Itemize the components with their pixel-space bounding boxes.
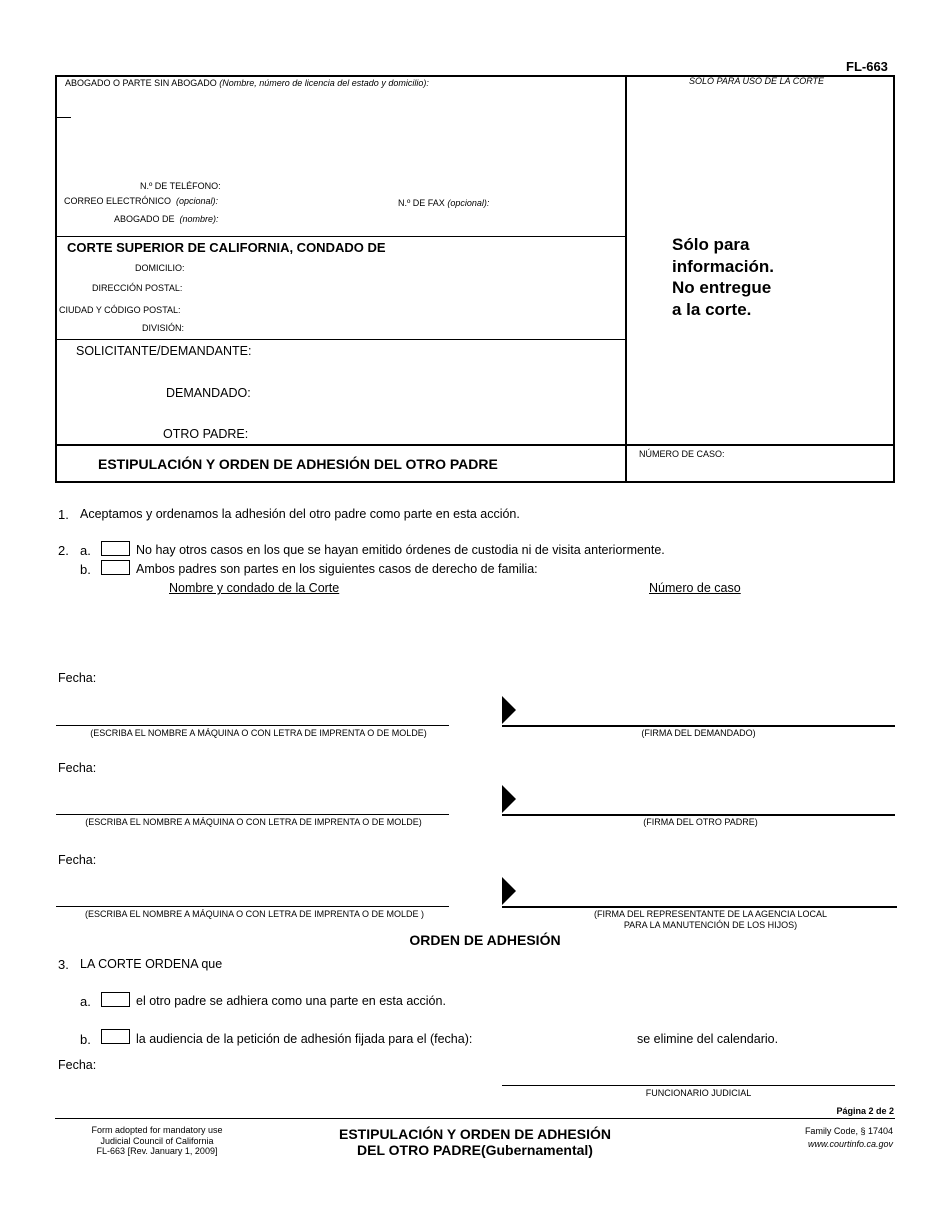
item2b-letter: b. — [80, 562, 91, 577]
footer-adopted: Form adopted for mandatory use Judicial Council of California FL-663 [Rev. January 1, 2009] — [91, 1125, 223, 1156]
header-bottom-border — [55, 481, 895, 483]
other-parent-label: OTRO PADRE: — [163, 427, 249, 441]
item2b-text: Ambos padres son partes en los siguientes casos de derecho de familia: — [136, 562, 538, 576]
attorney-for-label: ABOGADO DE (nombre): — [114, 214, 219, 224]
name-line-2[interactable] — [56, 814, 449, 815]
item2a-letter: a. — [80, 543, 91, 558]
page-number: Página 2 de 2 — [836, 1106, 894, 1116]
item2a-text: No hay otros casos en los que se hayan emitido órdenes de custodia ni de visita anteriormente. — [136, 543, 665, 557]
case-number-label: NÚMERO DE CASO: — [639, 449, 725, 459]
street-label: DOMICILIO: — [135, 263, 185, 273]
order-b-text: la audiencia de la petición de adhesión fijada para el (fecha): — [136, 1032, 473, 1046]
date-label-1: Fecha: — [58, 671, 97, 685]
petitioner-label: SOLICITANTE/DEMANDANTE: — [76, 344, 252, 358]
signature-line-other-parent[interactable] — [502, 814, 895, 816]
name-line-1[interactable] — [56, 725, 449, 726]
signature-line-agency[interactable] — [502, 906, 897, 908]
sig-agency-caption: (FIRMA DEL REPRESENTANTE DE LA AGENCIA LOCAL PARA LA MANUTENCIÓN DE LOS HIJOS) — [593, 909, 828, 930]
column-court-header: Nombre y condado de la Corte — [169, 581, 340, 595]
email-label: CORREO ELECTRÓNICO (opcional): — [64, 196, 219, 206]
signature-line-respondent[interactable] — [502, 725, 895, 727]
signature-arrow-icon — [502, 696, 516, 724]
court-use-label: SÓLO PARA USO DE LA CORTE — [689, 76, 825, 86]
judicial-officer-line[interactable] — [502, 1085, 895, 1086]
footer-citation: Family Code, § 17404 www.courtinfo.ca.gov — [700, 1125, 893, 1151]
signature-arrow-icon — [502, 877, 516, 905]
order-b-letter: b. — [80, 1032, 91, 1047]
date-label-3: Fecha: — [58, 853, 97, 867]
name-hint-3: (ESCRIBA EL NOMBRE A MÁQUINA O CON LETRA DE IMPRENTA O DE MOLDE ) — [84, 909, 425, 919]
order-a-letter: a. — [80, 994, 91, 1009]
header-divider — [625, 75, 627, 483]
footer-url[interactable]: www.courtinfo.ca.gov — [807, 1139, 893, 1149]
court-section-border — [55, 236, 626, 237]
branch-label: DIVISIÓN: — [142, 323, 185, 333]
order-b-suffix: se elimine del calendario. — [637, 1032, 779, 1046]
city-label: CIUDAD Y CÓDIGO POSTAL: — [59, 305, 181, 315]
phone-label: N.º DE TELÉFONO: — [140, 181, 221, 191]
name-hint-1: (ESCRIBA EL NOMBRE A MÁQUINA O CON LETRA DE IMPRENTA O DE MOLDE) — [90, 728, 427, 738]
form-title: ESTIPULACIÓN Y ORDEN DE ADHESIÓN DEL OTRO PADRE — [98, 456, 498, 472]
sig-respondent-caption: (FIRMA DEL DEMANDADO) — [641, 728, 756, 738]
order-b-checkbox[interactable] — [101, 1029, 130, 1044]
footer-title: ESTIPULACIÓN Y ORDEN DE ADHESIÓN DEL OTRO PADRE(Gubernamental) — [338, 1126, 611, 1158]
header-left-border — [55, 75, 57, 483]
footer-rule — [55, 1118, 895, 1119]
respondent-label: DEMANDADO: — [166, 386, 251, 400]
column-case-header: Número de caso — [649, 581, 741, 595]
info-notice: Sólo para información. No entregue a la corte. — [672, 235, 775, 319]
judicial-officer-caption: FUNCIONARIO JUDICIAL — [645, 1088, 752, 1098]
item3-text: LA CORTE ORDENA que — [80, 957, 223, 971]
order-title: ORDEN DE ADHESIÓN — [409, 932, 561, 948]
item2b-checkbox[interactable] — [101, 560, 130, 575]
parties-section-border — [55, 339, 626, 340]
mailing-label: DIRECCIÓN POSTAL: — [92, 283, 183, 293]
name-line-3[interactable] — [56, 906, 449, 907]
order-date-label: Fecha: — [58, 1058, 97, 1072]
item1-number: 1. — [58, 507, 69, 522]
form-id: FL-663 — [846, 59, 888, 74]
attorney-label: ABOGADO O PARTE SIN ABOGADO (Nombre, número de licencia del estado y domicilio): — [65, 78, 429, 88]
order-a-checkbox[interactable] — [101, 992, 130, 1007]
sig-other-parent-caption: (FIRMA DEL OTRO PADRE) — [643, 817, 758, 827]
title-section-border — [55, 444, 895, 446]
item3-number: 3. — [58, 957, 69, 972]
order-a-text: el otro padre se adhiera como una parte en esta acción. — [136, 994, 446, 1008]
fax-label: N.º DE FAX (opcional): — [398, 198, 490, 208]
date-label-2: Fecha: — [58, 761, 97, 775]
item2-number: 2. — [58, 543, 69, 558]
dash-mark — [57, 117, 71, 118]
court-title: CORTE SUPERIOR DE CALIFORNIA, CONDADO DE — [67, 240, 386, 255]
header-right-border — [893, 75, 895, 483]
signature-arrow-icon — [502, 785, 516, 813]
item2a-checkbox[interactable] — [101, 541, 130, 556]
item1-text: Aceptamos y ordenamos la adhesión del otro padre como parte en esta acción. — [80, 507, 520, 521]
name-hint-2: (ESCRIBA EL NOMBRE A MÁQUINA O CON LETRA DE IMPRENTA O DE MOLDE) — [85, 817, 422, 827]
